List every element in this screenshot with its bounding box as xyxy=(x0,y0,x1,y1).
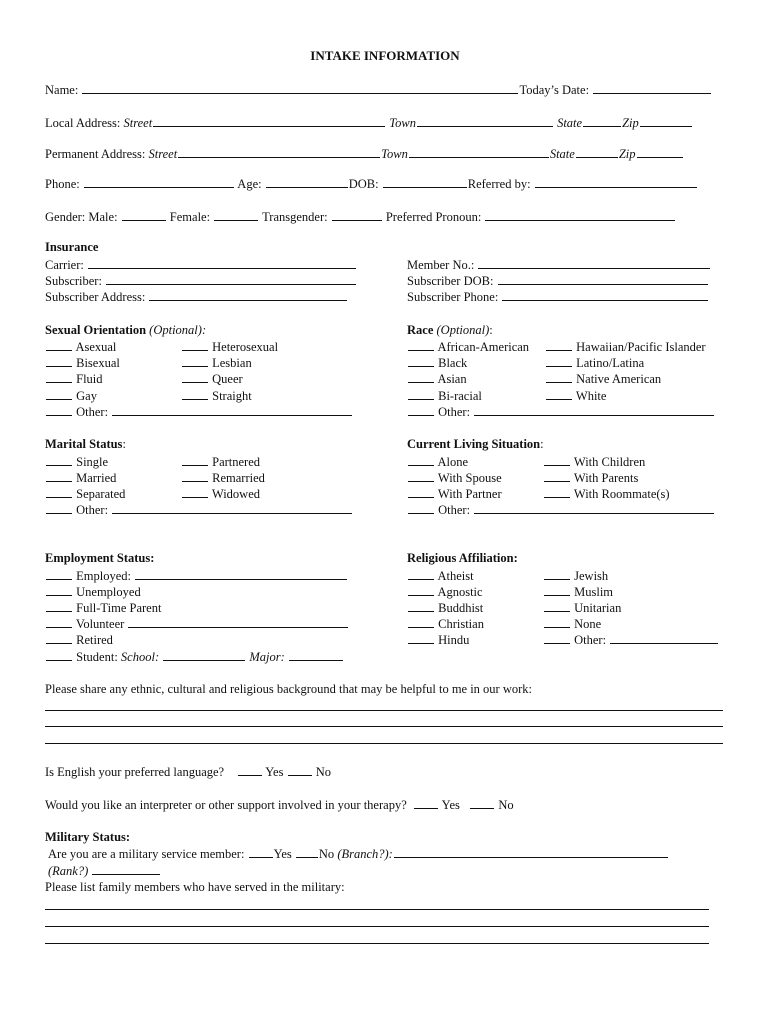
religion-option[interactable]: Jewish xyxy=(543,568,608,584)
subscriber-dob-label: Subscriber DOB: xyxy=(407,274,494,288)
gender-male-label: Gender: Male: xyxy=(45,210,118,224)
living-option[interactable]: With Parents xyxy=(543,470,638,486)
language-yes-field[interactable] xyxy=(238,764,262,776)
subscriber-label: Subscriber: xyxy=(45,274,102,288)
religion-heading: Religious Affiliation: xyxy=(407,551,518,565)
member-no-field[interactable] xyxy=(478,257,710,269)
form-title: INTAKE INFORMATION xyxy=(310,48,460,63)
background-prompt: Please share any ethnic, cultural and religious background that may be helpful to me in our work: xyxy=(45,682,533,696)
member-no-label: Member No.: xyxy=(407,258,475,272)
subscriber-field[interactable] xyxy=(106,273,356,285)
transgender-label: Transgender: xyxy=(262,210,328,224)
language-question: Is English your preferred language? xyxy=(45,765,225,779)
subscriber-address-field[interactable] xyxy=(149,289,347,301)
interpreter-question: Would you like an interpreter or other support involved in your therapy? xyxy=(45,798,407,812)
religion-option[interactable]: Christian xyxy=(407,616,484,632)
orientation-other[interactable]: Other: xyxy=(45,404,353,420)
dob-field[interactable] xyxy=(383,176,467,188)
living-option[interactable]: With Partner xyxy=(407,486,502,502)
town-label: Town xyxy=(389,116,416,130)
living-heading: Current Living Situation: xyxy=(407,437,544,451)
name-row xyxy=(45,82,712,98)
yes-label: Yes xyxy=(265,765,284,779)
town-label: Town xyxy=(381,147,408,161)
referred-by-label: Referred by: xyxy=(467,177,531,191)
religion-option[interactable]: Hindu xyxy=(407,632,469,648)
interpreter-row xyxy=(45,797,514,813)
subscriber-address-row xyxy=(45,289,348,305)
orientation-option[interactable]: Heterosexual xyxy=(181,339,278,355)
street-label: Street xyxy=(123,116,153,130)
permanent-state-field[interactable] xyxy=(576,146,618,158)
language-no-field[interactable] xyxy=(288,764,312,776)
living-other[interactable]: Other: xyxy=(407,502,715,518)
employment-heading: Employment Status: xyxy=(45,551,155,565)
race-option[interactable]: Black xyxy=(407,355,467,371)
military-question-row xyxy=(48,846,669,862)
religion-option[interactable]: None xyxy=(543,616,601,632)
orientation-option[interactable]: Bisexual xyxy=(45,355,120,371)
todays-date-label: Today’s Date: xyxy=(519,83,590,97)
race-heading: Race (Optional): xyxy=(407,323,493,337)
religion-option[interactable]: Muslim xyxy=(543,584,613,600)
zip-label: Zip xyxy=(618,147,636,161)
local-state-field[interactable] xyxy=(583,115,621,127)
local-zip-field[interactable] xyxy=(640,115,692,127)
religion-other[interactable]: Other: xyxy=(543,632,719,648)
marital-option[interactable]: Married xyxy=(45,470,116,486)
carrier-row xyxy=(45,257,357,273)
street-label: Street xyxy=(148,147,178,161)
local-town-field[interactable] xyxy=(417,115,553,127)
orientation-option[interactable]: Asexual xyxy=(45,339,116,355)
local-address-row xyxy=(45,115,693,131)
member-no-row xyxy=(407,257,711,273)
language-row xyxy=(45,764,331,780)
subscriber-phone-row xyxy=(407,289,709,305)
religion-option[interactable]: Agnostic xyxy=(407,584,483,600)
race-option[interactable]: Asian xyxy=(407,371,467,387)
race-option[interactable]: White xyxy=(545,388,606,404)
gender-row xyxy=(45,209,676,225)
todays-date-field[interactable] xyxy=(593,82,711,94)
name-field[interactable] xyxy=(82,82,518,94)
permanent-address-row xyxy=(45,146,684,162)
marital-option[interactable]: Partnered xyxy=(181,454,260,470)
subscriber-address-label: Subscriber Address: xyxy=(45,290,146,304)
pronoun-label: Preferred Pronoun: xyxy=(385,210,482,224)
branch-field[interactable] xyxy=(394,846,668,858)
age-field[interactable] xyxy=(266,176,348,188)
no-label: No xyxy=(318,847,335,861)
race-option[interactable]: Latino/Latina xyxy=(545,355,644,371)
local-street-field[interactable] xyxy=(153,115,385,127)
living-option[interactable]: Alone xyxy=(407,454,468,470)
orientation-option[interactable]: Gay xyxy=(45,388,97,404)
orientation-option[interactable]: Lesbian xyxy=(181,355,252,371)
marital-option[interactable]: Remarried xyxy=(181,470,265,486)
female-field[interactable] xyxy=(214,209,258,221)
marital-heading: Marital Status: xyxy=(45,437,126,451)
military-yes-field[interactable] xyxy=(249,846,273,858)
transgender-field[interactable] xyxy=(332,209,382,221)
family-line[interactable] xyxy=(45,943,709,944)
family-line[interactable] xyxy=(45,926,709,927)
race-option[interactable]: Hawaiian/Pacific Islander xyxy=(545,339,706,355)
employment-student[interactable]: Student: School: Major: xyxy=(45,649,344,665)
background-line[interactable] xyxy=(45,743,723,744)
living-option[interactable]: With Roommate(s) xyxy=(543,486,670,502)
employment-option[interactable]: Full-Time Parent xyxy=(45,600,161,616)
female-label: Female: xyxy=(169,210,211,224)
background-line[interactable] xyxy=(45,726,723,727)
name-label: Name: xyxy=(45,83,79,97)
male-field[interactable] xyxy=(122,209,166,221)
pronoun-field[interactable] xyxy=(485,209,675,221)
military-heading: Military Status: xyxy=(45,830,131,844)
orientation-option[interactable]: Fluid xyxy=(45,371,103,387)
state-label: State xyxy=(557,116,583,130)
religion-option[interactable]: Buddhist xyxy=(407,600,483,616)
marital-other[interactable]: Other: xyxy=(45,502,353,518)
race-option[interactable]: Bi-racial xyxy=(407,388,482,404)
living-option[interactable]: With Spouse xyxy=(407,470,502,486)
family-line[interactable] xyxy=(45,909,709,910)
rank-row xyxy=(48,863,161,879)
family-prompt: Please list family members who have served in the military: xyxy=(45,880,345,894)
subscriber-row xyxy=(45,273,357,289)
yes-label: Yes xyxy=(273,847,292,861)
branch-label: (Branch?): xyxy=(337,847,393,861)
religion-option[interactable]: Unitarian xyxy=(543,600,621,616)
orientation-option[interactable]: Straight xyxy=(181,388,252,404)
subscriber-dob-field[interactable] xyxy=(498,273,708,285)
permanent-zip-field[interactable] xyxy=(637,146,683,158)
rank-label: (Rank?) xyxy=(48,864,89,878)
no-label: No xyxy=(315,765,332,779)
phone-label: Phone: xyxy=(45,177,80,191)
religion-option[interactable]: Atheist xyxy=(407,568,474,584)
subscriber-dob-row xyxy=(407,273,709,289)
insurance-heading: Insurance xyxy=(45,240,99,254)
subscriber-phone-field[interactable] xyxy=(502,289,708,301)
carrier-field[interactable] xyxy=(88,257,356,269)
no-label: No xyxy=(498,798,514,812)
phone-row xyxy=(45,176,698,192)
employment-option[interactable]: Retired xyxy=(45,632,113,648)
carrier-label: Carrier: xyxy=(45,258,84,272)
military-question: Are you are a military service member: xyxy=(48,847,245,861)
employment-option[interactable]: Unemployed xyxy=(45,584,141,600)
referred-by-field[interactable] xyxy=(535,176,697,188)
zip-label: Zip xyxy=(622,116,639,130)
interpreter-no-field[interactable] xyxy=(470,797,494,809)
employment-option[interactable]: Volunteer xyxy=(45,616,349,632)
age-label: Age: xyxy=(237,177,262,191)
local-address-label: Local Address: xyxy=(45,116,121,130)
permanent-address-label: Permanent Address: xyxy=(45,147,146,161)
background-line[interactable] xyxy=(45,710,723,711)
permanent-town-field[interactable] xyxy=(409,146,549,158)
permanent-street-field[interactable] xyxy=(178,146,380,158)
military-no-field[interactable] xyxy=(296,846,318,858)
yes-label: Yes xyxy=(441,798,460,812)
race-option[interactable]: African-American xyxy=(407,339,529,355)
state-label: State xyxy=(549,147,575,161)
race-option[interactable]: Native American xyxy=(545,371,661,387)
phone-field[interactable] xyxy=(84,176,234,188)
rank-field[interactable] xyxy=(92,863,160,875)
interpreter-yes-field[interactable] xyxy=(414,797,438,809)
living-option[interactable]: With Children xyxy=(543,454,645,470)
orientation-option[interactable]: Queer xyxy=(181,371,243,387)
subscriber-phone-label: Subscriber Phone: xyxy=(407,290,499,304)
employment-option[interactable]: Employed: xyxy=(45,568,348,584)
dob-label: DOB: xyxy=(348,177,379,191)
race-other[interactable]: Other: xyxy=(407,404,715,420)
orientation-heading: Sexual Orientation (Optional): xyxy=(45,323,207,337)
marital-option[interactable]: Widowed xyxy=(181,486,260,502)
marital-option[interactable]: Separated xyxy=(45,486,125,502)
marital-option[interactable]: Single xyxy=(45,454,108,470)
